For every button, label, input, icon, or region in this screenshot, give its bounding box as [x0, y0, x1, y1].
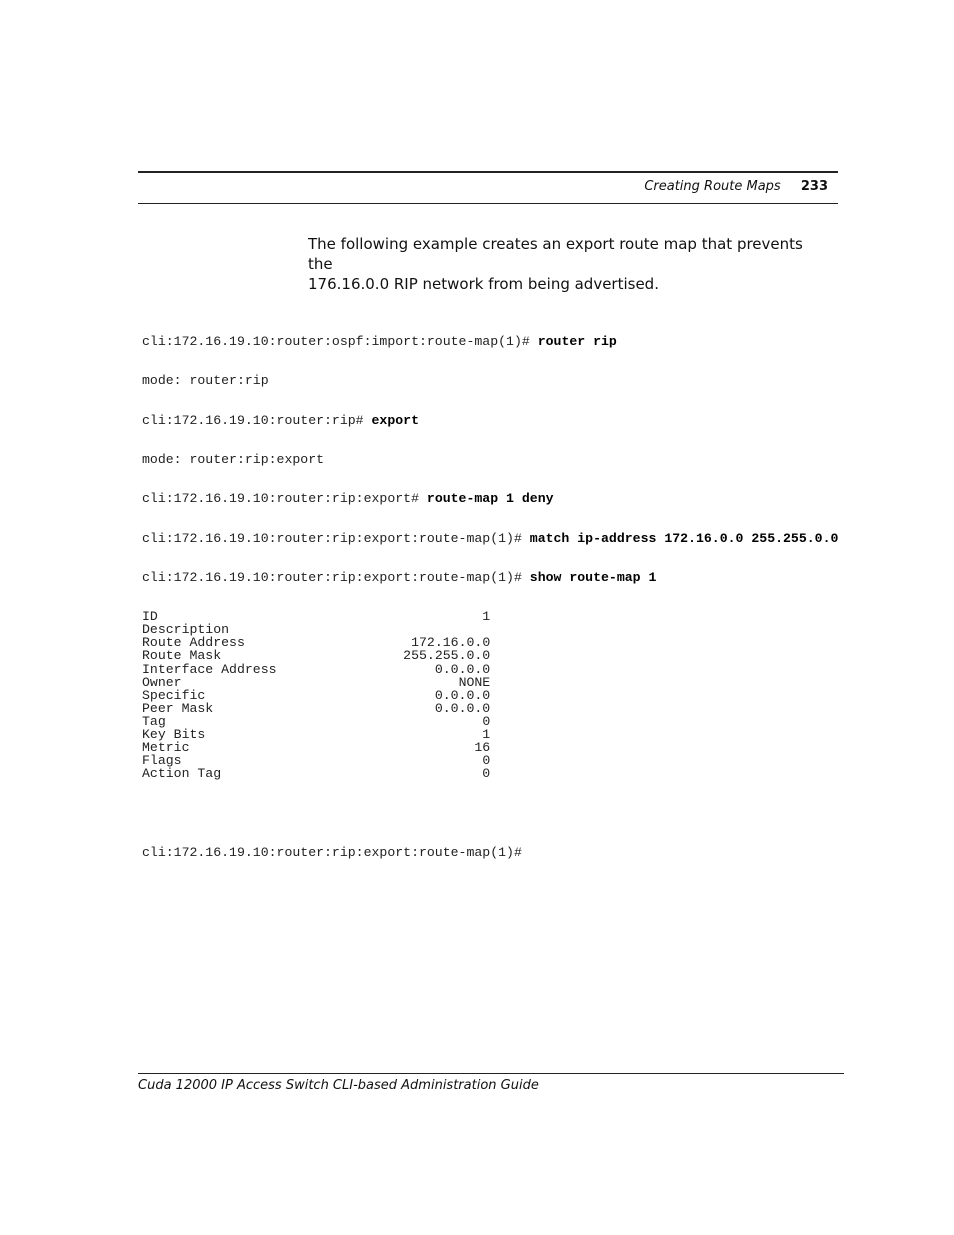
- table-padding: [221, 766, 482, 781]
- table-field: Tag: [142, 713, 166, 729]
- cli-command: route-map 1 deny: [426, 491, 554, 507]
- cli-line: [142, 532, 838, 545]
- table-value: 255.255.0.0: [403, 648, 491, 664]
- table-value: 1: [482, 727, 491, 742]
- cli-line: [142, 335, 838, 348]
- table-field: Key Bits: [142, 727, 206, 742]
- cli-command: show route-map 1: [529, 569, 657, 585]
- table-field: Flags: [142, 753, 182, 769]
- table-value: 0.0.0.0: [434, 700, 491, 716]
- cli-line: [142, 492, 838, 505]
- table-row: [142, 767, 838, 780]
- table-field: Specific: [142, 687, 206, 703]
- cli-prompt: cli:172.16.19.10:router:rip:export:route-map(1)#: [142, 569, 530, 585]
- table-field: Peer Mask: [142, 700, 214, 716]
- table-value: 1: [482, 609, 491, 625]
- intro-line-2: 176.16.0.0 RIP network from being advertised.: [308, 275, 659, 293]
- table-field: Metric: [142, 740, 190, 756]
- intro-line-1: The following example creates an export route map that prevents the: [308, 235, 803, 273]
- table-field: ID: [142, 609, 158, 625]
- cli-command: export: [371, 412, 419, 428]
- cli-prompt: cli:172.16.19.10:router:rip#: [142, 412, 372, 428]
- footer-guide-title: Cuda 12000 IP Access Switch CLI-based Administration Guide: [138, 1078, 539, 1093]
- cli-final-prompt: cli:172.16.19.10:router:rip:export:route-map(1)#: [142, 844, 522, 860]
- cli-command: match ip-address 172.16.0.0 255.255.0.0: [529, 530, 839, 546]
- table-field: Route Address: [142, 635, 245, 651]
- cli-output-line: mode: router:rip: [142, 373, 269, 389]
- page-number: 233: [800, 179, 828, 194]
- table-field: Owner: [142, 674, 182, 690]
- table-value: 16: [474, 740, 491, 756]
- table-value: NONE: [458, 674, 491, 690]
- cli-output-line: mode: router:rip:export: [142, 452, 325, 468]
- header-bottom-rule: [138, 203, 838, 204]
- running-header: [138, 178, 828, 195]
- table-field: Route Mask: [142, 648, 222, 664]
- table-value: 0: [482, 753, 491, 769]
- table-value: 0: [482, 713, 491, 729]
- cli-prompt: cli:172.16.19.10:router:rip:export:route-map(1)#: [142, 530, 530, 546]
- table-value: 0: [482, 766, 491, 782]
- table-field: Description: [142, 622, 230, 638]
- cli-blank-line: [142, 807, 838, 820]
- table-field: Interface Address: [142, 661, 277, 677]
- cli-prompt: cli:172.16.19.10:router:rip:export#: [142, 491, 427, 507]
- table-value: 172.16.0.0: [411, 635, 491, 651]
- section-title: Creating Route Maps: [644, 179, 781, 194]
- table-value: 0.0.0.0: [434, 687, 491, 703]
- cli-line: [142, 571, 838, 584]
- cli-prompt: cli:172.16.19.10:router:ospf:import:route-map(1)#: [142, 334, 538, 350]
- cli-line: [142, 414, 838, 427]
- route-map-table: [142, 610, 838, 780]
- cli-example: [142, 309, 838, 872]
- table-field: Action Tag: [142, 766, 222, 782]
- cli-command: router rip: [537, 334, 617, 350]
- intro-paragraph: [308, 234, 808, 294]
- table-value: 0.0.0.0: [434, 661, 491, 677]
- footer-rule: [138, 1073, 844, 1074]
- header-top-rule: [138, 171, 838, 173]
